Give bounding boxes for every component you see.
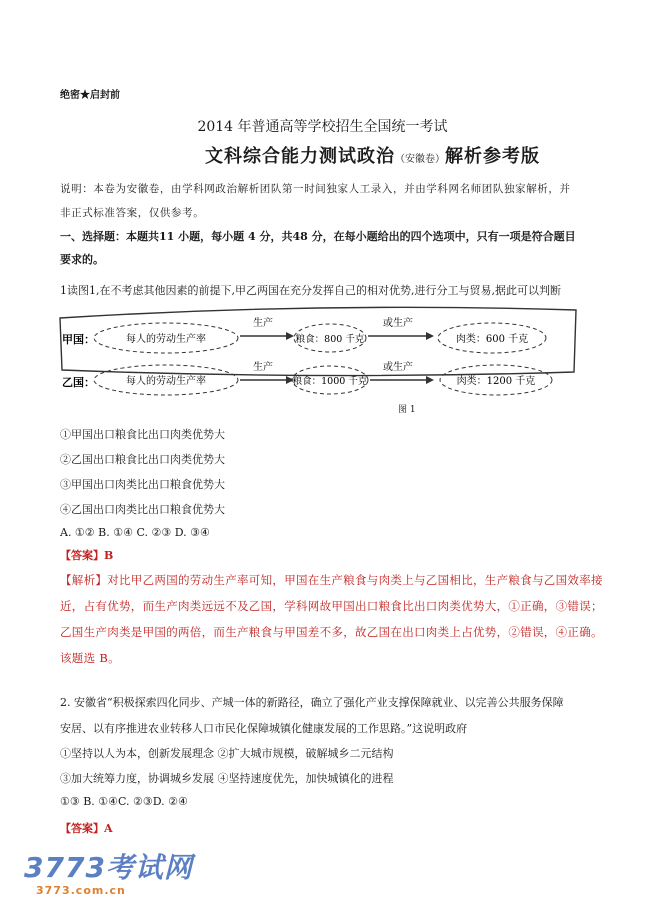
q2-choices: ①③ B. ①④C. ②③D. ②④ — [60, 795, 188, 808]
row2-produce: 生产 — [253, 362, 273, 373]
q1-option-3: ③甲国出口肉类比出口粮食优势大 — [60, 478, 225, 491]
note-line-1: 说明：本卷为安徽卷，由学科网政治解析团队第一时间独家人工录入，并由学科网名师团队独家解析，并 — [60, 183, 571, 195]
row1-labor: 每人的劳动生产率 — [126, 334, 206, 345]
q1-explanation-4: 该题选 B。 — [60, 651, 120, 665]
figure-1-diagram — [58, 300, 578, 412]
note-line-2: 非正式标准答案，仅供参考。 — [60, 207, 205, 219]
q1-explanation-1: 【解析】对比甲乙两国的劳动生产率可知，甲国在生产粮食与肉类上与乙国相比，生产粮食与乙国效率接 — [60, 573, 603, 587]
subtitle-suffix: 解析参考版 — [445, 146, 540, 167]
figure-caption: 图 1 — [398, 405, 416, 415]
watermark-logo: 3773考试网 — [24, 851, 193, 884]
q1-option-1: ①甲国出口粮食比出口肉类优势大 — [60, 428, 225, 441]
row2-grain: 粮食：1000 千克 — [292, 376, 368, 387]
section-heading-2: 要求的。 — [60, 253, 104, 266]
q1-option-4: ④乙国出口肉类比出口粮食优势大 — [60, 503, 225, 516]
q2-options-row-2: ③加大统筹力度，协调城乡发展 ④坚持速度优先，加快城镇化的进程 — [60, 772, 394, 785]
q2-options-row-1: ①坚持以人为本，创新发展理念 ②扩大城市规模，破解城乡二元结构 — [60, 747, 394, 760]
row2-or-produce: 或生产 — [383, 362, 413, 373]
q2-stem-2: 安居、以有序推进农业转移人口市民化保障城镇化健康发展的工作思路。”这说明政府 — [60, 722, 468, 735]
row1-grain: 粮食：800 千克 — [295, 334, 365, 345]
q1-explanation-3: 乙国生产肉类是甲国的两倍，而生产粮食与甲国差不多，故乙国在出口肉类上占优势，②错误，④正确。 — [60, 625, 603, 639]
q2-stem-1: 2. 安徽省“积极探索四化同步、产城一体的新路径，确立了强化产业支撑保障就业、以完善公共服务保障 — [60, 696, 564, 709]
row1-produce: 生产 — [253, 318, 273, 329]
q1-explanation-2: 近，占有优势，而生产肉类远远不及乙国，学科网故甲国出口粮食比出口肉类优势大，①正确，③错误； — [60, 599, 603, 613]
row2-country: 乙国： — [62, 376, 95, 389]
secret-label: 绝密★启封前 — [60, 90, 120, 101]
row1-or-produce: 或生产 — [383, 318, 413, 329]
edition-label: （安徽卷） — [395, 154, 445, 165]
section-heading-1: 一、选择题：本题共11 小题，每小题 4 分，共48 分，在每小题给出的四个选项中，只有一项是符合题目 — [60, 230, 576, 243]
row1-arrowhead-1 — [286, 332, 294, 340]
q1-choices: A. ①② B. ①④ C. ②③ D. ③④ — [60, 526, 210, 539]
row1-arrowhead-2 — [426, 332, 434, 340]
row1-meat: 肉类：600 千克 — [455, 334, 529, 345]
row2-labor: 每人的劳动生产率 — [126, 376, 206, 387]
q1-option-2: ②乙国出口粮食比出口肉类优势大 — [60, 453, 225, 466]
exam-title: 2014 年普通高等学校招生全国统一考试 — [197, 119, 448, 135]
q1-stem: 1读图1,在不考虑其他因素的前提下,甲乙两国在充分发挥自己的相对优势,进行分工与贸易,据此可以判断 — [60, 284, 561, 297]
watermark-url: 3773.com.cn — [36, 884, 126, 897]
q2-answer: 【答案】A — [60, 822, 113, 835]
q1-answer: 【答案】B — [60, 549, 114, 562]
row1-country: 甲国： — [62, 333, 95, 346]
row2-arrowhead-2 — [426, 376, 434, 384]
exam-subtitle — [205, 142, 540, 168]
row2-meat: 肉类：1200 千克 — [456, 376, 536, 387]
subtitle-main: 文科综合能力测试政治 — [205, 146, 395, 167]
